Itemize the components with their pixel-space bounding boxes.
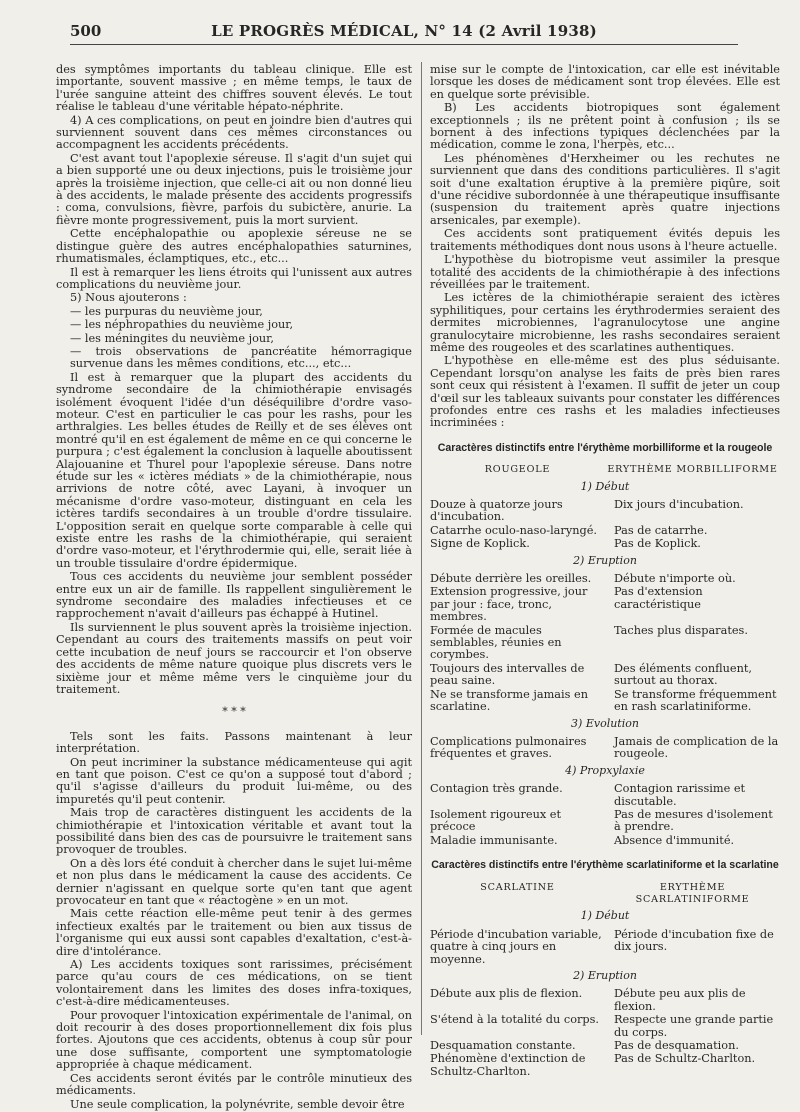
cell: Desquamation constante. — [430, 1039, 576, 1053]
cell: Pas de desquamation. — [614, 1039, 739, 1053]
paragraph: L'hypothèse du biotropisme veut assimiler la presque totalité des accidents de la chimiothérapie à des infections réveillées par le traitement. — [430, 253, 780, 291]
cell: Signe de Koplick. — [430, 537, 530, 551]
paragraph: Tels sont les faits. Passons maintenant à leur interprétation. — [56, 729, 412, 756]
right-column — [430, 64, 780, 1082]
paragraph: — les méningites du neuvième jour, — [70, 331, 274, 345]
cell: Phénomène d'extinction de Schultz-Charlton. — [430, 1052, 586, 1078]
journal-title: LE PROGRÈS MÉDICAL, N° 14 (2 Avril 1938) — [211, 22, 597, 40]
cell: Respecte une grande partie du corps. — [614, 1013, 774, 1039]
paragraph: Il est à remarquer que la plupart des accidents du syndrome secondaire de la chimiothérapie envisagés isolément évoquent l'idée d'un déséquilibre d'ordre vaso-moteur. C'est en particulier le cas pour les rashs, pour les arthralgies. Les belles études de Reilly et de ses élèves ont montré qu'il en est également de même en ce qui concerne le purpura ; c'est également la conclusion à laquelle aboutissent Alajouanine et Thurel pour l'apoplexie séreuse. Dans notre étude sur les « ictères médiats » de la chimiothérapie, nous arrivions de notre côté, avec Layani, à invoquer un mécanisme d'ordre vaso-moteur, distinguant en cela les ictères tardifs secondaires à un trouble d'ordre tissulaire. L'opposition serait en quelque sorte comparable à celle qui existe entre les rashs de la chimiothérapie, qui seraient d'ordre vaso-moteur, et l'érythrodermie qui, elle, serait liée à un trouble tissulaire d'ordre épidermique. — [56, 370, 412, 570]
section-rows — [430, 988, 780, 1078]
paragraph: Ces accidents sont pratiquement évités depuis les traitements méthodiques dont nous usons à l'heure actuelle. — [430, 227, 780, 253]
paragraph: — les purpuras du neuvième jour, — [70, 304, 263, 318]
cell: Dix jours d'incubation. — [614, 498, 744, 511]
table-row — [430, 663, 780, 688]
paragraph: Ces accidents seront évités par le contrôle minutieux des médicaments. — [56, 1071, 412, 1098]
cell: Absence d'immunité. — [614, 833, 735, 847]
cell: Maladie immunisante. — [430, 833, 558, 847]
section-rows — [430, 573, 780, 713]
left-column — [56, 64, 412, 1112]
section-label: 3) Evolution — [571, 716, 639, 730]
table-header — [430, 464, 780, 476]
paragraph: A) Les accidents toxiques sont rarissimes, précisément parce qu'au cours de ces médications, on se tient volontairement dans les limites des doses infra-toxiques, c'est-à-dire médicamenteuses. — [56, 958, 412, 1009]
cell: Pas de catarrhe. — [614, 523, 708, 537]
comparison-table — [430, 859, 780, 1078]
column-heading: SCARLATINE — [480, 881, 555, 893]
section-label: 1) Début — [580, 909, 630, 923]
section-rows — [430, 929, 780, 966]
cell: Catarrhe oculo-naso-laryngé. — [430, 523, 597, 537]
cell: Pas de mesures d'isolement à prendre. — [614, 807, 773, 834]
section-rows — [430, 783, 780, 847]
cell: Pas de Koplick. — [614, 537, 701, 551]
paragraph: Ils surviennent le plus souvent après la troisième injection. Cependant au cours des traitements massifs on peut voir cette incubation de neuf jours se raccourcir et l'on observe des accidents de même nature quoique plus discrets vers le sixième jour et même même vers le cinquième jour du traitement. — [56, 620, 412, 696]
column-heading: ERYTHÈME MORBILLIFORME — [607, 464, 778, 476]
table-row — [430, 586, 780, 623]
cell: Débute aux plis de flexion. — [430, 987, 583, 1001]
paragraph: B) Les accidents biotropiques sont également exceptionnels ; ils ne prêtent point à confusion ; ils se bornent à des infections typiques déclenchées par la médication, comme le zona, l'herpès, etc... — [430, 101, 780, 152]
cell: Débute derrière les oreilles. — [430, 572, 592, 586]
cell: Douze à quatorze jours d'incubation. — [430, 498, 563, 524]
table-title: Caractères distinctifs entre l'érythème scarlatiniforme et la scarlatine — [431, 859, 779, 872]
paragraph: mise sur le compte de l'intoxication, car elle est inévitable lorsque les doses de médicament sont trop élevées. Elle est en quelque sorte prévisible. — [430, 63, 780, 101]
cell: Des éléments confluent, surtout au thorax. — [614, 661, 753, 688]
column-heading: ROUGEOLE — [484, 464, 551, 476]
paragraph: Une seule complication, la polynévrite, semble devoir être — [70, 1097, 405, 1111]
section-rows — [430, 499, 780, 551]
paragraph: Mais cette réaction elle-même peut tenir à des germes infectieux exaltés par le traitement ou bien aux tissus de l'organisme qui eux aussi sont capables d'exaltation, c'est-à-dire d'intolérance. — [56, 907, 412, 958]
paragraph: C'est avant tout l'apoplexie séreuse. Il s'agit d'un sujet qui a bien supporté une ou deux injections, puis le troisième jour après la troisième injection, que celle-ci ait ou non donné lieu à des accidents, le malade présente des accidents progressifs : coma, convulsions, fièvre, parfois du subictère, anurie. La fièvre monte progressivement, puis la mort survient. — [56, 151, 412, 227]
paragraph: Il est à remarquer les liens étroits qui l'unissent aux autres complications du neuvième jour. — [56, 265, 412, 291]
section-label: 2) Eruption — [573, 553, 637, 567]
cell: Se transforme fréquemment en rash scarlatiniforme. — [614, 687, 777, 714]
paragraph: — les néphropathies du neuvième jour, — [70, 318, 294, 332]
section-label: 1) Début — [580, 479, 630, 493]
table-row — [430, 1053, 780, 1078]
column-divider — [421, 62, 422, 1035]
cell: S'étend à la totalité du corps. — [430, 1013, 600, 1027]
column-heading: ERYTHÈME SCARLATINIFORME — [635, 881, 750, 905]
table-row — [430, 625, 780, 662]
table-row — [430, 736, 780, 761]
table-row — [430, 499, 780, 524]
paragraph: Les ictères de la chimiothérapie seraient des ictères syphilitiques, pour certains les érythrodermies seraient des dermites microbiennes, l'agranulocytose une angine granulocytaire microbienne, les rashs secondaires seraient même des rougeoles et des scarlatines authentiques. — [430, 291, 780, 354]
comparison-table — [430, 442, 780, 847]
cell: Jamais de complication de la rougeole. — [614, 734, 779, 761]
paragraph: 5) Nous ajouterons : — [70, 291, 187, 305]
cell: Formée de macules semblables, réunies en corymbes. — [430, 623, 562, 662]
cell: Débute n'importe où. — [614, 572, 736, 586]
paragraph: On a dès lors été conduit à chercher dans le sujet lui-même et non plus dans le médicament la cause des accidents. Ce dernier n'agissant en quelque sorte qu'en tant que agent provocateur en tant que « réactogène » en un mot. — [56, 856, 412, 907]
section-label: 2) Eruption — [573, 969, 637, 982]
cell: Toujours des intervalles de peau saine. — [430, 661, 585, 688]
paragraph: Cette encéphalopathie ou apoplexie séreuse ne se distingue guère des autres encéphalopathies saturnines, rhumatismales, éclamptiques, etc., etc... — [56, 227, 412, 266]
section-label: 4) Propxylaxie — [565, 763, 645, 777]
table-row — [430, 988, 780, 1013]
running-header — [70, 22, 738, 44]
cell: Taches plus disparates. — [614, 623, 748, 637]
header-rule — [70, 44, 738, 45]
table-row — [430, 538, 780, 550]
table-row — [430, 835, 780, 847]
paragraph: 4) A ces complications, on peut en joindre bien d'autres qui surviennent souvent dans ces mêmes circonstances ou accompagnent les accidents précédents. — [56, 113, 412, 152]
paragraph: — trois observations de pancréatite hémorragique survenue dans les mêmes conditions, etc..., etc... — [70, 344, 412, 371]
cell: Ne se transforme jamais en scarlatine. — [430, 687, 589, 714]
table-row — [430, 783, 780, 808]
cell: Extension progressive, jour par jour : face, tronc, membres. — [430, 585, 588, 624]
table-row — [430, 1040, 780, 1052]
cell: Contagion rarissime et discutable. — [614, 782, 746, 808]
table-title: Caractères distinctifs entre l'érythème morbilliforme et la rougeole — [437, 441, 773, 454]
cell: Pas d'extension caractéristique — [614, 585, 703, 611]
cell: Période d'incubation fixe de dix jours. — [614, 927, 774, 954]
paragraph: des symptômes importants du tableau clinique. Elle est importante, souvent massive ; en même temps, le taux de l'urée sanguine atteint des chiffres souvent élevés. Le tout réalise le tableau d'une véritable hépato-néphrite. — [56, 63, 412, 114]
paragraph: L'hypothèse en elle-même est des plus séduisante. Cependant lorsqu'on analyse les faits de près bien rares sont ceux qui résistent à l'examen. Il suffit de jeter un coup d'œil sur les tableaux suivants pour constater les différences profondes entre ces rashs et les maladies infectieuses incriminées : — [430, 354, 780, 430]
table-row — [430, 809, 780, 834]
section-rows — [430, 736, 780, 761]
paragraph: Les phénomènes d'Herxheimer ou les rechutes ne surviennent que dans des conditions particulières. Il s'agit soit d'une exaltation éruptive à la première piqûre, soit d'une récidive subordonnée à une thérapeutique insuffisante (suspension du traitement après quatre injections arsenicales, par exemple). — [430, 151, 780, 227]
table-row — [430, 525, 780, 537]
cell: Complications pulmonaires fréquentes et graves. — [430, 734, 587, 761]
table-row — [430, 1014, 780, 1039]
paragraph: On peut incriminer la substance médicamenteuse qui agit en tant que poison. C'est ce qu'on a supposé tout d'abord ; qu'il s'agisse d'ailleurs du produit lui-même, ou des impuretés qu'il peut contenir. — [56, 755, 412, 806]
table-row — [430, 689, 780, 714]
cell: Pas de Schultz-Charlton. — [614, 1052, 756, 1066]
cell: Isolement rigoureux et précoce — [430, 807, 562, 834]
cell: Contagion très grande. — [430, 782, 563, 796]
paragraph: Mais trop de caractères distinguent les accidents de la chimiothérapie et l'intoxication véritable et avant tout la possibilité dans bien des cas de poursuivre le traitement sans provoquer de troubles. — [56, 806, 412, 857]
paragraph: Pour provoquer l'intoxication expérimentale de l'animal, on doit recourir à des doses proportionnellement dix fois plus fortes. Ajoutons que ces accidents, obtenus à coup sûr pour une dose suffisante, comportent une symptomatologie appropriée à chaque médicament. — [56, 1008, 412, 1072]
paragraph: Tous ces accidents du neuvième jour semblent posséder entre eux un air de famille. Ils rappellent singulièrement le syndrome secondaire des maladies infectieuses et ce rapprochement n'avait d'ailleurs pas échappé à Hutinel. — [56, 570, 412, 621]
cell: Période d'incubation variable, quatre à cinq jours en moyenne. — [430, 927, 602, 966]
table-row — [430, 929, 780, 966]
table-header — [430, 882, 780, 907]
page-number: 500 — [70, 22, 102, 40]
section-break: * * * — [222, 705, 246, 719]
cell: Débute peu aux plis de flexion. — [614, 987, 746, 1013]
table-row — [430, 573, 780, 585]
